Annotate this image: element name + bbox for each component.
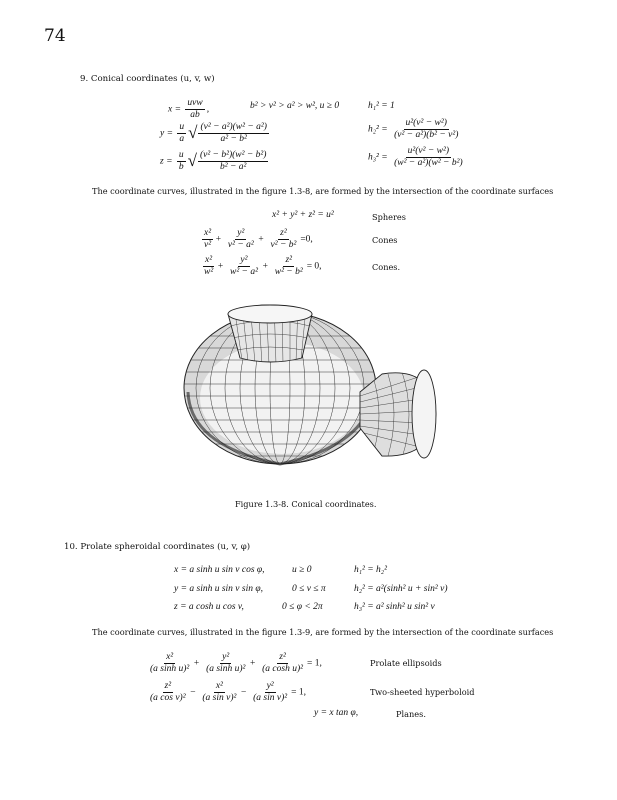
surface-equation: $\frac{\text{x²}}{\text{(a sinh u)²}}$ + $\frac{\text{y²}}{\text{(a sinh u)²}}$ + $\frac{\text{z²}}{\text{(a cosh u)²}}$ = 1, xyxy=(150,652,322,674)
equation-z: z = $\frac{u}{b}$ √ $\frac{\text{(v² − b²)(w² − b²)}}{\text{b² − a²}}$ xyxy=(160,150,267,172)
condition: u ≥ 0 xyxy=(292,565,312,575)
paragraph: The coordinate curves, illustrated in the figure 1.3-9, are formed by the intersection of the coordinate surfaces xyxy=(92,627,554,637)
condition: 0 ≤ v ≤ π xyxy=(292,584,326,594)
equation-y: y = a sinh u sin v sin φ, xyxy=(174,584,263,594)
scale-factor-h1: h₁² = h₂² xyxy=(354,565,387,575)
surface-label: Cones xyxy=(372,235,398,245)
equation-y: y = $\frac{u}{a}$ √ $\frac{\text{(v² − a²)(w² − a²)}}{\text{a² − b²}}$ xyxy=(160,122,267,144)
surface-label: Cones. xyxy=(372,262,401,272)
surface-equation: $\frac{\text{x²}}{\text{v²}}$ + $\frac{\text{y²}}{\text{v² − a²}}$ + $\frac{\text{z²}}{\text{v² − b²}}$ =0, xyxy=(204,228,313,250)
surface-equation: $\frac{\text{x²}}{\text{w²}}$ + $\frac{\text{y²}}{\text{w² − a²}}$ + $\frac{\text{z²}}{\text{w² − b²}}$ = 0, xyxy=(204,255,322,277)
paragraph: The coordinate curves, illustrated in the figure 1.3-8, are formed by the intersection of the coordinate surfaces xyxy=(92,186,554,196)
surface-equation: y = x tan φ, xyxy=(314,708,359,718)
section-heading: 9. Conical coordinates (u, v, w) xyxy=(80,74,215,84)
scale-factor-h2: h₂² = a²(sinh² u + sin² v) xyxy=(354,584,448,594)
scale-factor-h2: h₂² = $\frac{\text{u²(v² − w²)}}{\text{(v² − a²)(b² − v²)}}$ xyxy=(368,118,459,140)
surface-label: Two-sheeted hyperboloid xyxy=(370,687,475,697)
figure-caption: Figure 1.3-8. Conical coordinates. xyxy=(235,499,377,509)
scale-factor-h3: h₃² = $\frac{\text{u²(v² − w²)}}{\text{(w² − a²)(w² − b²)}}$ xyxy=(368,146,463,168)
conical-coordinates-figure xyxy=(170,296,450,486)
equation-z: z = a cosh u cos v, xyxy=(174,602,244,612)
scale-factor-h1: h₁² = 1 xyxy=(368,101,395,111)
equation-x: x = $\frac{\text{uvw}}{ab}$ , xyxy=(168,98,210,120)
section-heading: 10. Prolate spheroidal coordinates (u, v, φ) xyxy=(64,542,251,552)
scale-factor-h3: h₃² = a² sinh² u sin² v xyxy=(354,602,435,612)
condition: b² > v² > a² > w², u ≥ 0 xyxy=(250,101,340,111)
surface-equation: x² + y² + z² = u² xyxy=(272,210,334,220)
surface-label: Spheres xyxy=(372,212,406,222)
surface-label: Prolate ellipsoids xyxy=(370,658,442,668)
condition: 0 ≤ φ < 2π xyxy=(282,602,323,612)
page-number: 74 xyxy=(44,26,66,46)
surface-equation: $\frac{\text{z²}}{\text{(a cos v)²}}$ − $\frac{\text{x²}}{\text{(a sin v)²}}$ − $\frac{\text{y²}}{\text{(a sin v)²}}$ = 1, xyxy=(150,681,306,703)
equation-x: x = a sinh u sin v cos φ, xyxy=(174,565,265,575)
surface-label: Planes. xyxy=(396,709,426,719)
